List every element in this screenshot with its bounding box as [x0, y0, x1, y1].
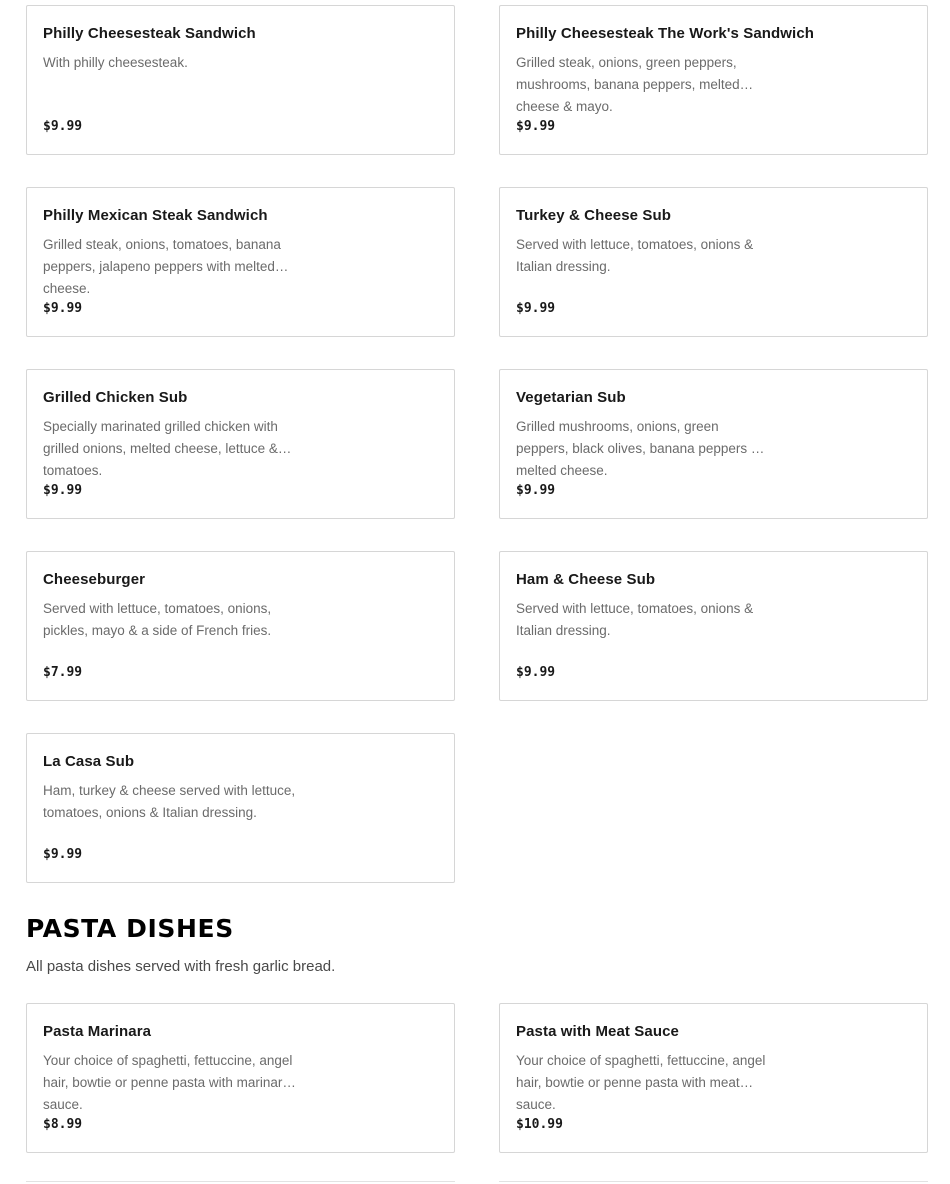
menu-item-description: Specially marinated grilled chicken with grilled onions, melted cheese, lettuce & tomatoes. [43, 419, 278, 478]
menu-item-name: Ham & Cheese Sub [516, 571, 656, 588]
menu-item-name: Philly Mexican Steak Sandwich [43, 207, 268, 224]
menu-item-name: Pasta with Meat Sauce [516, 1023, 679, 1040]
menu-item-name: Cheeseburger [43, 571, 146, 588]
menu-item-price: $9.99 [43, 483, 83, 498]
menu-item-price: $9.99 [516, 665, 556, 680]
pasta-items-grid [26, 1003, 928, 1153]
menu-item-description: Grilled steak, onions, green peppers, mushrooms, banana peppers, melted cheese & mayo. [516, 55, 740, 114]
menu-item-name: La Casa Sub [43, 753, 135, 770]
menu-item-description: Served with lettuce, tomatoes, onions, pickles, mayo & a side of French fries. [43, 601, 272, 638]
menu-item-price: $9.99 [43, 301, 83, 316]
section-title: PASTA DISHES [26, 914, 234, 943]
menu-item-name: Vegetarian Sub [516, 389, 626, 406]
menu-item-name: Turkey & Cheese Sub [516, 207, 672, 224]
menu-item-card[interactable] [26, 187, 455, 337]
menu-item-name: Philly Cheesesteak The Work's Sandwich [516, 25, 815, 42]
menu-item-description: Your choice of spaghetti, fettuccine, angel hair, bowtie or penne pasta with meat sauce. [516, 1053, 766, 1112]
menu-item-card[interactable] [26, 733, 455, 883]
menu-item-description: Served with lettuce, tomatoes, onions & Italian dressing. [516, 601, 754, 638]
menu-item-card[interactable] [26, 551, 455, 701]
menu-item-price: $8.99 [43, 1117, 83, 1132]
menu-item-name: Philly Cheesesteak Sandwich [43, 25, 256, 42]
menu-item-card[interactable] [26, 1003, 455, 1153]
menu-item-card[interactable] [26, 5, 455, 155]
menu-item-price: $7.99 [43, 665, 83, 680]
menu-item-description: Served with lettuce, tomatoes, onions & Italian dressing. [516, 237, 754, 274]
menu-item-card[interactable] [499, 369, 928, 519]
menu-item-name: Grilled Chicken Sub [43, 389, 188, 406]
menu-item-price: $9.99 [516, 119, 556, 134]
menu-item-card[interactable] [499, 551, 928, 701]
menu-items-grid [26, 5, 928, 883]
menu-item-card[interactable] [499, 187, 928, 337]
menu-item-name: Pasta Marinara [43, 1023, 152, 1040]
menu-item-card[interactable] [499, 1003, 928, 1153]
menu-item-description: With philly cheesesteak. [43, 55, 188, 70]
menu-item-price: $9.99 [43, 119, 83, 134]
menu-item-description: Ham, turkey & cheese served with lettuce, tomatoes, onions & Italian dressing. [43, 783, 296, 820]
menu-item-price: $9.99 [516, 301, 556, 316]
menu-item-card[interactable] [26, 369, 455, 519]
menu-item-price: $9.99 [516, 483, 556, 498]
menu-item-price: $10.99 [516, 1117, 563, 1132]
menu-item-card[interactable] [499, 5, 928, 155]
section-subtitle: All pasta dishes served with fresh garlic bread. [26, 958, 336, 975]
menu-item-description: Grilled steak, onions, tomatoes, banana peppers, jalapeno peppers with melted cheese. [43, 237, 281, 296]
menu-item-price: $9.99 [43, 847, 83, 862]
menu-item-description: Your choice of spaghetti, fettuccine, angel hair, bowtie or penne pasta with marinara sauce. [43, 1053, 293, 1112]
menu-item-description: Grilled mushrooms, onions, green peppers, black olives, banana peppers & melted cheese. [516, 419, 760, 478]
